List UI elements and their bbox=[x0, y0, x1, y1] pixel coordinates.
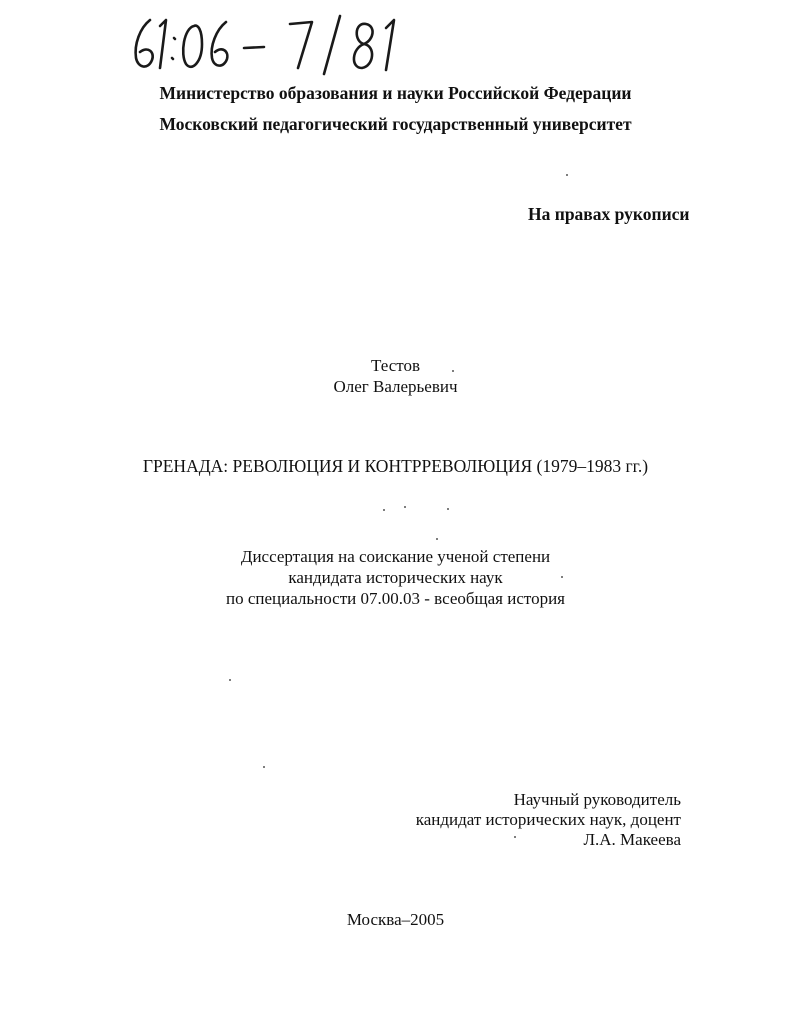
scan-speck bbox=[566, 174, 568, 176]
scan-speck bbox=[263, 766, 265, 768]
university-heading: Московский педагогический государственный университет bbox=[159, 114, 632, 134]
supervisor-degree: кандидат исторических наук, доцент bbox=[415, 810, 681, 829]
handwritten-catalog-number bbox=[130, 14, 420, 76]
scan-speck bbox=[383, 509, 385, 511]
supervisor-name: Л.А. Макеева bbox=[583, 830, 681, 849]
scan-speck bbox=[436, 538, 438, 540]
author-given-names: Олег Валерьевич bbox=[333, 377, 458, 396]
supervisor-role: Научный руководитель bbox=[513, 790, 681, 809]
dissertation-specialty-line: по специальности 07.00.03 - всеобщая история bbox=[225, 589, 565, 608]
dissertation-type-line-1: Диссертация на соискание ученой степени bbox=[240, 547, 551, 566]
ministry-heading: Министерство образования и науки Российской Федерации bbox=[159, 83, 632, 103]
scan-speck bbox=[404, 506, 406, 508]
scan-speck bbox=[447, 508, 449, 510]
author-surname: Тестов bbox=[371, 356, 420, 375]
scan-speck bbox=[561, 576, 563, 578]
dissertation-type-line-2: кандидата исторических наук bbox=[288, 568, 503, 587]
scan-speck bbox=[514, 836, 516, 838]
manuscript-rights-note: На правах рукописи bbox=[528, 204, 690, 224]
dissertation-title: ГРЕНАДА: РЕВОЛЮЦИЯ И КОНТРРЕВОЛЮЦИЯ (1979–1983 гг.) bbox=[142, 456, 649, 476]
scan-speck bbox=[229, 679, 231, 681]
city-year: Москва–2005 bbox=[346, 910, 445, 929]
scan-speck bbox=[452, 370, 454, 372]
